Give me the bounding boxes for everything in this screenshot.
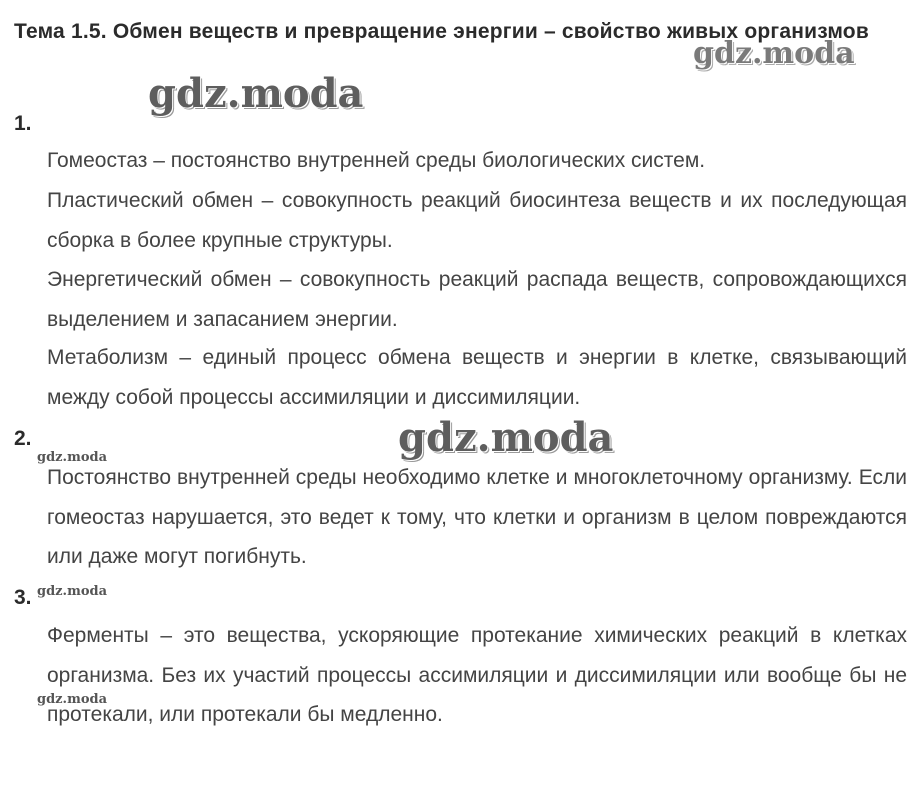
paragraph: Энергетический обмен – совокупность реакций распада веществ, сопровождающихся выделением и запасанием энергии.: [47, 268, 907, 331]
section-number: 2.: [14, 427, 32, 450]
watermark-logo: gdz.moda: [37, 584, 108, 599]
paragraph: Постоянство внутренней среды необходимо клетке и многоклеточному организму. Если гомеостаз нарушается, это ведет к тому, что клетки и организм в целом повреждаются или даже могут погибнуть.: [47, 466, 907, 568]
paragraph: Гомеостаз – постоянство внутренней среды биологических систем.: [47, 149, 706, 172]
paragraph: Метаболизм – единый процесс обмена веществ и энергии в клетке, связывающий между собой процессы ассимиляции и диссимиляции.: [47, 346, 907, 409]
paragraph: Пластический обмен – совокупность реакций биосинтеза веществ и их последующая сборка в более крупные структуры.: [47, 189, 907, 252]
paragraph: Ферменты – это вещества, ускоряющие протекание химических реакций в клетках организма. Без их участий процессы ассимиляции и диссимиляции или вообще бы не протекали, или протекали бы медленно.: [47, 624, 907, 726]
page-title: Тема 1.5. Обмен веществ и превращение энергии – свойство живых организмов: [14, 20, 869, 43]
watermark-logo: gdz.moda: [37, 450, 108, 465]
section-number: 3.: [14, 586, 32, 609]
watermark-logo: gdz.moda: [693, 36, 855, 71]
watermark-logo: gdz.moda: [398, 414, 614, 461]
watermark-logo: gdz.moda: [148, 70, 364, 117]
section-number: 1.: [14, 112, 32, 135]
watermark-logo: gdz.moda: [37, 692, 108, 707]
